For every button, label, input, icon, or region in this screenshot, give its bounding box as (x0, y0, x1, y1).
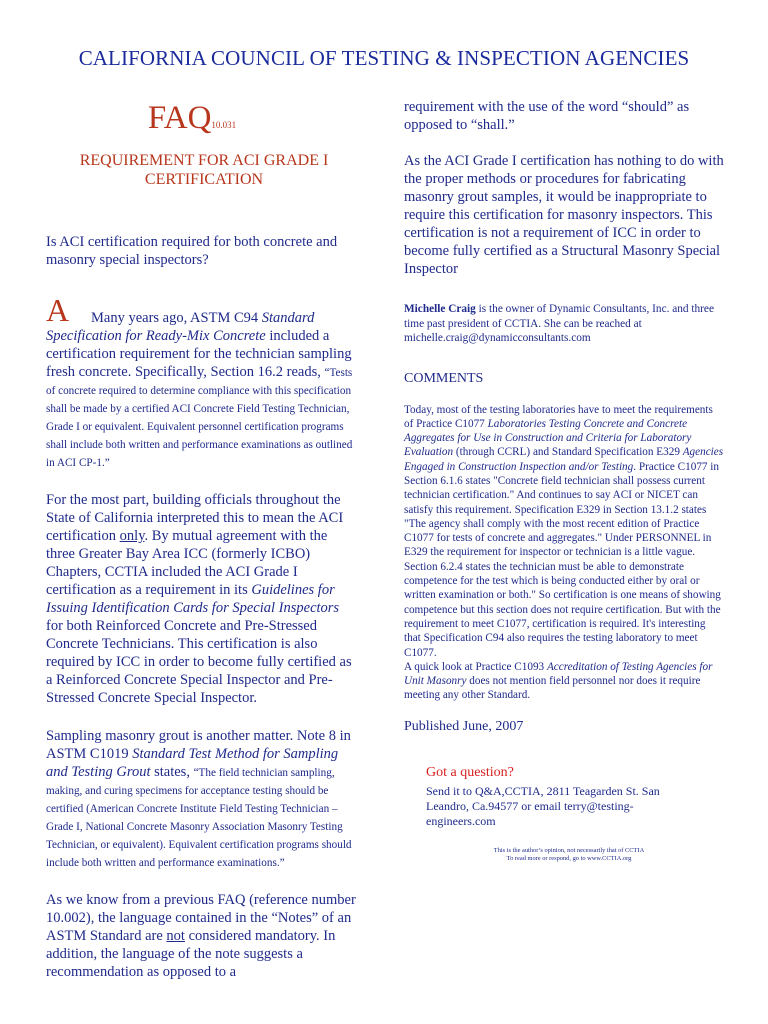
p4-text-a: As we know from a previous FAQ (reference number 10.002), the language contained in the “Notes” of an ASTM Standard are (46, 892, 356, 944)
faq-number: 10.031 (211, 120, 237, 130)
question-contact: Send it to Q&A,CCTIA, 2811 Teagarden St. San Leandro, Ca.94577 or email terry@testing-engineers.com (426, 783, 660, 828)
faq-heading (26, 100, 358, 137)
answer-section (46, 292, 358, 471)
p2-underline: only (119, 528, 145, 544)
author-text: is the owner of Dynamic Consultants, Inc. and three time past president of CCTIA. She can be reached at michelle.craig@dynamicconsultants.com (404, 303, 714, 344)
paragraph-grade-i-conclusion: As the ACI Grade I certification has nothing to do with the proper methods or procedures for fabricating masonry grout samples, it would be inappropriate to require this certification for masonry inspectors. This certification is not a requirement of ICC in order to become fully certified as a Structural Masonry Special Inspector (404, 153, 724, 277)
note-8-quote: “The field technician sampling, making, and curing specimens for acceptance testing should be certified (American Concrete Institute Field Testing Technician – Grade I, National Concrete Masonry Association Masonry Testing Technician, or equivalent). Equivalent certification programs should include both written and performance examinations.” (46, 767, 352, 869)
comments-text-2: (through CCRL) and Standard Specification E329 (453, 446, 683, 459)
comments-text-5: does not mention field personnel nor does it require meeting any other Standard. (404, 675, 701, 702)
section-16-2-quote: “Tests of concrete required to determine compliance with this specification shall be made by a certified ACI Concrete Field Testing Technician, Grade I or equivalent. Equivalent personnel certification programs shall include both written and performance examinations as outlined in ACI CP-1.” (46, 367, 353, 469)
paragraph-should-shall: requirement with the use of the word “should” as opposed to “shall.” (404, 99, 690, 133)
p2-text-c: for both Reinforced Concrete and Pre-Stressed Concrete Technicians. This certification is also required by ICC in order to become fully certified as a Reinforced Concrete Special Inspector and Pre-Stressed Concrete Special Inspector. (46, 618, 352, 706)
paragraph-building-officials (46, 491, 358, 707)
author-bio (404, 302, 724, 346)
disclaimer-line-1: This is the author’s opinion, not necessarily that of CCTIA (493, 846, 645, 854)
p4-underline: not (166, 928, 185, 944)
answer-text: Many years ago, ASTM C94 (91, 310, 262, 326)
astm-c1019-title: Standard Test Method for Sampling and Testing Grout (46, 746, 339, 780)
c1077-title: Laboratories Testing Concrete and Concrete Aggregates for Use in Construction and Criteria for Laboratory Evaluation (404, 417, 692, 459)
guidelines-title: Guidelines for Issuing Identification Cards for Special Inspectors (46, 582, 340, 616)
p4-text-b: considered mandatory. In addition, the language of the note suggests a recommendation as opposed to a (46, 928, 336, 980)
paragraph-previous-faq (46, 891, 358, 981)
answer-text-2: included a certification requirement for the technician sampling fresh concrete. Specifically, Section 16.2 reads, (46, 328, 352, 380)
comments-text-3: . Practice C1077 in Section 6.1.6 states "Concrete field technician shall possess current technician certification." And continues to say ACI or NICET can satisfy this requirement. Specification E329 in Section 13.1.2 states "The agency shall comply with the most recent edition of Practice C1077 for tests of concrete and aggregates." Under PERSONNEL in E329 the requirement for inspector or technician is a little vague. Section 6.2.4 states the technician must be able to demonstrate competence for the test which is being conducted either by oral or written examination or both." So certification is one means of showing competence but this section does not require certification. But with the requirement to meet C1077, certification is required. It's interesting that Specification C94 also requires the testing laboratory to meet C1077. (404, 460, 721, 659)
right-column (404, 98, 724, 863)
question-text: Is ACI certification required for both concrete and masonry special inspectors? (46, 234, 338, 268)
paragraph-masonry-grout (46, 727, 358, 871)
p3-text-b: states, (150, 764, 194, 780)
left-column (46, 100, 358, 981)
e329-title: Agencies Engaged in Construction Inspection and/or Testing (404, 446, 724, 473)
answer-paragraph (46, 309, 358, 471)
answer-drop-letter: A (46, 292, 70, 328)
disclaimer-line-2: To read more or respond, go to www.CCTIA.org (506, 854, 632, 862)
p3-text-a: Sampling masonry grout is another matter. Note 8 in ASTM C1019 (46, 728, 351, 762)
comments-body (404, 403, 724, 703)
c1093-title: Accreditation of Testing Agencies for Unit Masonry (404, 660, 713, 688)
comments-text-4: A quick look at Practice C1093 (404, 660, 547, 673)
comments-heading: COMMENTS (404, 370, 484, 386)
astm-c94-title: Standard Specification for Ready-Mix Concrete (46, 310, 315, 344)
page-title: CALIFORNIA COUNCIL OF TESTING & INSPECTION AGENCIES (78, 46, 690, 70)
disclaimer (434, 847, 704, 863)
published-date: Published June, 2007 (404, 718, 524, 734)
faq-subtitle: REQUIREMENT FOR ACI GRADE I CERTIFICATION (79, 152, 329, 188)
question-heading: Got a question? (426, 764, 514, 780)
comments-text-1: Today, most of the testing laboratories have to meet the requirements of Practice C1077 (404, 403, 713, 430)
faq-label: FAQ (147, 100, 212, 136)
author-name: Michelle Craig (404, 303, 476, 315)
p2-text-b: . By mutual agreement with the three Greater Bay Area ICC (formerly ICBO) Chapters, CCTIA included the ACI Grade I certification as a requirement in its (46, 528, 328, 598)
p2-text-a: For the most part, building officials throughout the State of California interpreted this to mean the ACI certification (46, 492, 344, 544)
